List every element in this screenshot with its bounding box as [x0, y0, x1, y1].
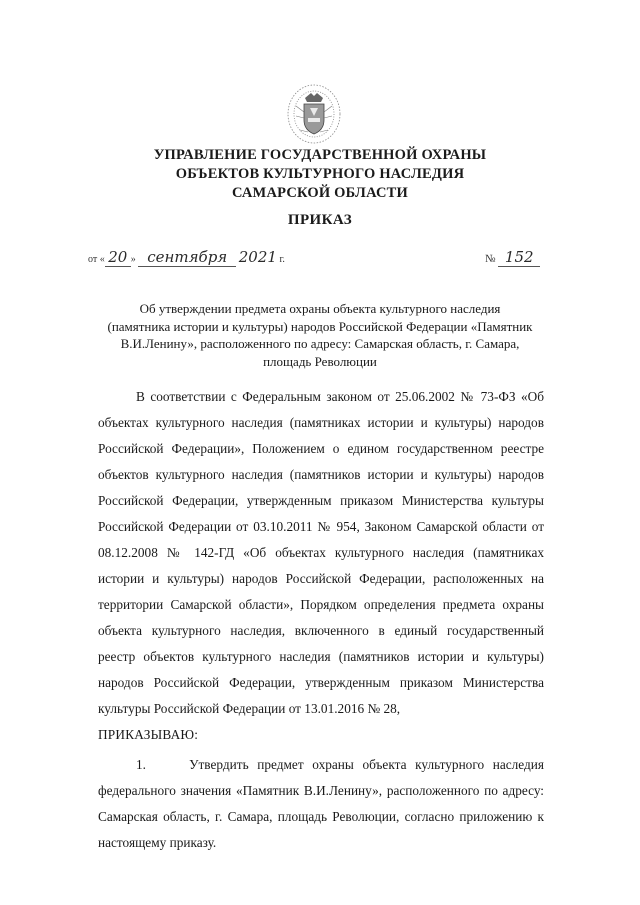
date-day: 20 [105, 248, 131, 267]
document-subject [96, 300, 544, 370]
date-prefix: от « [88, 254, 105, 265]
number-prefix: № [485, 253, 496, 265]
date-year: 2021 [238, 248, 277, 266]
document-type-title: ПРИКАЗ [287, 212, 353, 228]
subject-line-2: (памятника истории и культуры) народов Российской Федерации «Памятник [107, 318, 533, 334]
org-line-1: УПРАВЛЕНИЕ ГОСУДАРСТВЕННОЙ ОХРАНЫ [153, 147, 487, 163]
subject-line-1: Об утверждении предмета охраны объекта культурного наследия [139, 301, 501, 316]
order-word: ПРИКАЗЫВАЮ: [98, 727, 199, 742]
subject-line-3: В.И.Ленину», расположенного по адресу: Самарская область, г. Самара, [120, 336, 520, 351]
number-value: 152 [498, 248, 540, 267]
body-paragraph-preamble: В соответствии с Федеральным законом от 25.06.2002 № 73-ФЗ «Об объектах культурного наследия (памятниках истории и культуры) народов Российской Федерации», Положением о едином государственном реестре объектов культурного наследия (памятников истории и культуры) народов Российской Федерации, утвержденным приказом Министерства культуры Российской Федерации от 03.10.2011 № 954, Законом Самарской области от 08.12.2008 № 142-ГД «Об объектах культурного наследия (памятниках истории и культуры) народов Российской Федерации, расположенных на территории Самарской области», Порядком определения предмета охраны объекта культурного наследия, включенного в единый государственный реестр объектов культурного наследия (памятников истории и культуры) народов Российской Федерации, утвержденным приказом Министерства культуры Российской Федерации от 13.01.2016 № 28, [98, 389, 544, 716]
date-mid: » [130, 254, 136, 265]
date-suffix: г. [279, 254, 285, 265]
document-body [98, 384, 544, 856]
subject-line-4: площадь Революции [263, 353, 377, 369]
document-date [88, 248, 285, 267]
order-item-1: 1. Утвердить предмет охраны объекта культурного наследия федерального значения «Памятник В.И.Ленину», расположенного по адресу: Самарская область, г. Самара, площадь Революции, согласно приложению к настоящему приказу. [98, 757, 544, 850]
samara-coat-of-arms-emblem [284, 82, 344, 146]
org-line-3: САМАРСКОЙ ОБЛАСТИ [231, 185, 409, 201]
org-line-2: ОБЪЕКТОВ КУЛЬТУРНОГО НАСЛЕДИЯ [175, 166, 465, 182]
date-month: сентября [138, 248, 236, 267]
document-number [485, 248, 540, 267]
organization-name [100, 146, 540, 203]
